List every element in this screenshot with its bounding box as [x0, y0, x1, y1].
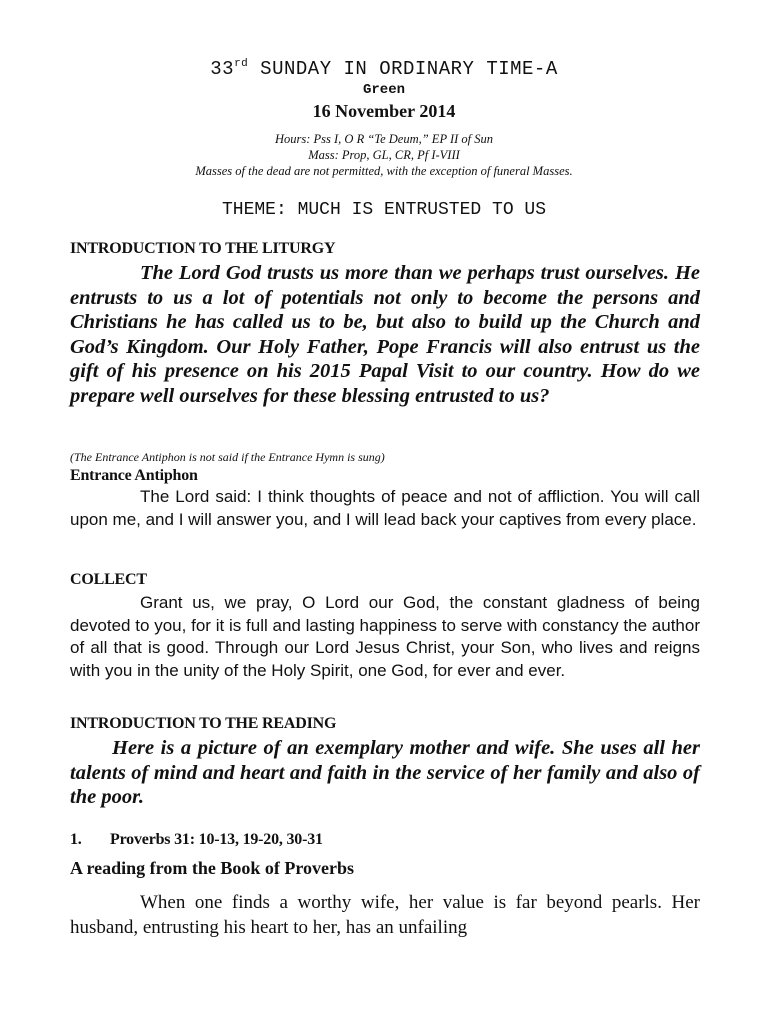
- reading-number: 1.: [70, 831, 82, 848]
- section-heading-entrance-antiphon: Entrance Antiphon: [70, 467, 198, 484]
- entrance-antiphon-text: [70, 486, 700, 531]
- rubric-hours: Hours: Pss I, O R “Te Deum,” EP II of Sun: [274, 132, 494, 146]
- section-heading-intro-liturgy: INTRODUCTION TO THE LITURGY: [70, 240, 336, 257]
- reading-paragraph: When one finds a worthy wife, her value is far beyond pearls. Her husband, entrusting his heart to her, has an unfailing: [70, 892, 700, 938]
- date: 16 November 2014: [312, 101, 456, 121]
- page-title: [0, 58, 768, 80]
- antiphon-rubric-note: (The Entrance Antiphon is not said if the Entrance Hymn is sung): [70, 450, 385, 464]
- title-number: 33: [210, 58, 235, 80]
- intro-liturgy-paragraph: The Lord God trusts us more than we perhaps trust ourselves. He entrusts to us a lot of potentials not only to become the persons and Christians he has called us to be, but also to build up the Church and God’s Kingdom. Our Holy Father, Pope Francis will also entrust us the gift of his presence on his 2015 Papal Visit to our country. How do we prepare well ourselves for these blessing entrusted to us?: [70, 262, 700, 407]
- intro-reading-paragraph: Here is a picture of an exemplary mother and wife. She uses all her talents of mind and heart and faith in the service of her family and also of the poor.: [70, 737, 700, 808]
- rubric-mass: Mass: Prop, GL, CR, Pf I-VIII: [308, 148, 460, 162]
- section-heading-collect: COLLECT: [70, 571, 147, 588]
- reading-citation: [70, 831, 700, 849]
- rubric-dead: Masses of the dead are not permitted, with the exception of funeral Masses.: [195, 164, 573, 178]
- intro-liturgy-text: [70, 261, 700, 408]
- collect-paragraph: Grant us, we pray, O Lord our God, the constant gladness of being devoted to you, for it is full and lasting happiness to serve with constancy the author of all that is good. Through our Lord Jesus Christ, your Son, who lives and reigns with you in the unity of the Holy Spirit, one God, for ever and ever.: [70, 593, 700, 680]
- rubrics: [0, 131, 768, 179]
- title-ordinal-suffix: rd: [234, 58, 249, 70]
- theme: THEME: MUCH IS ENTRUSTED TO US: [221, 200, 547, 220]
- liturgical-color: Green: [362, 82, 405, 98]
- title-text: SUNDAY IN ORDINARY TIME-A: [248, 58, 558, 80]
- collect-text: [70, 592, 700, 682]
- section-heading-intro-reading: INTRODUCTION TO THE READING: [70, 715, 337, 732]
- reading-reference: Proverbs 31: 10-13, 19-20, 30-31: [110, 831, 323, 848]
- reading-text: [70, 890, 700, 940]
- intro-reading-text: [70, 736, 700, 810]
- reading-title: A reading from the Book of Proverbs: [70, 858, 354, 878]
- entrance-antiphon-paragraph: The Lord said: I think thoughts of peace and not of affliction. You will call upon me, and I will answer you, and I will lead back your captives from every place.: [70, 487, 700, 529]
